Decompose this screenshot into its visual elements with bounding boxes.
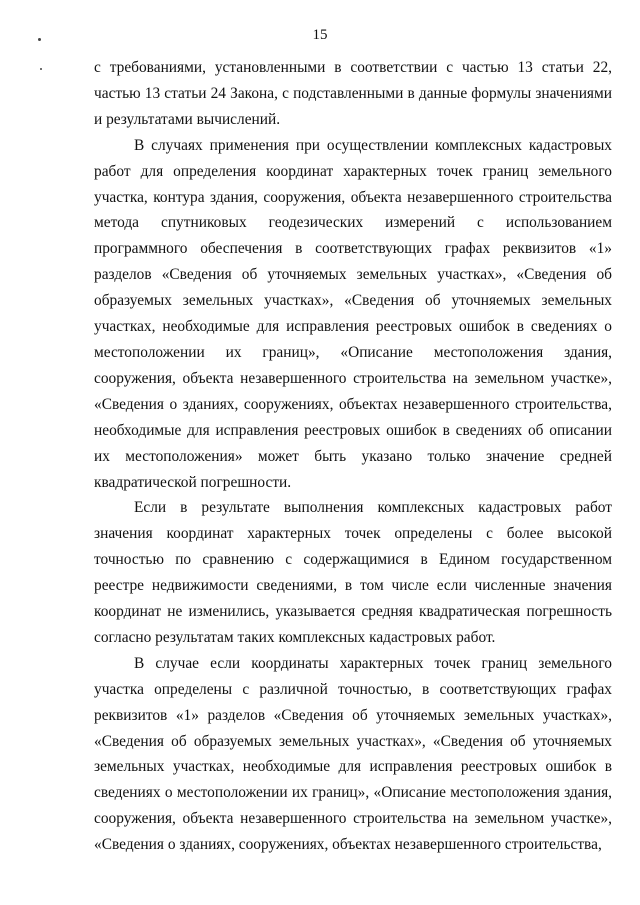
page-number: 15 xyxy=(312,27,328,43)
paragraph: Если в результате выполнения комплексных кадастровых работ значения координат характерных точек определены с более высокой точностью по сравнению с содержащимися в Едином государственном реестре недвижимости сведениями, в том числе если численные значения координат не изменились, указывается средняя квадратическая погрешность согласно результатам таких комплексных кадастровых работ. xyxy=(94,499,612,646)
scan-speck xyxy=(40,68,42,70)
document-body xyxy=(94,55,612,858)
scan-speck xyxy=(38,38,41,41)
paragraph: В случаях применения при осуществлении комплексных кадастровых работ для определения координат характерных точек границ земельного участка, контура здания, сооружения, объекта незавершенного строительства метода спутниковых геодезических измерений с использованием программного обеспечения в соответствующих графах реквизитов «1» разделов «Сведения об уточняемых земельных участках», «Сведения об образуемых земельных участках», «Сведения об уточняемых земельных участках, необходимые для исправления реестровых ошибок в сведениях о местоположении их границ», «Описание местоположения здания, сооружения, объекта незавершенного строительства на земельном участке», «Сведения о зданиях, сооружениях, объектах незавершенного строительства, необходимые для исправления реестровых ошибок в сведениях об описании их местоположения» может быть указано только значение средней квадратической погрешности. xyxy=(94,136,612,491)
paragraph: с требованиями, установленными в соответствии с частью 13 статьи 22, частью 13 статьи 24 Закона, с подставленными в данные формулы значениями и результатами вычислений. xyxy=(94,59,612,128)
paragraph: В случае если координаты характерных точек границ земельного участка определены с различной точностью, в соответствующих графах реквизитов «1» разделов «Сведения об уточняемых земельных участках», «Сведения об образуемых земельных участках», «Сведения об уточняемых земельных участках, необходимые для исправления реестровых ошибок в сведениях о местоположении их границ», «Описание местоположения здания, сооружения, объекта незавершенного строительства на земельном участке», «Сведения о зданиях, сооружениях, объектах незавершенного строительства, xyxy=(94,654,612,854)
